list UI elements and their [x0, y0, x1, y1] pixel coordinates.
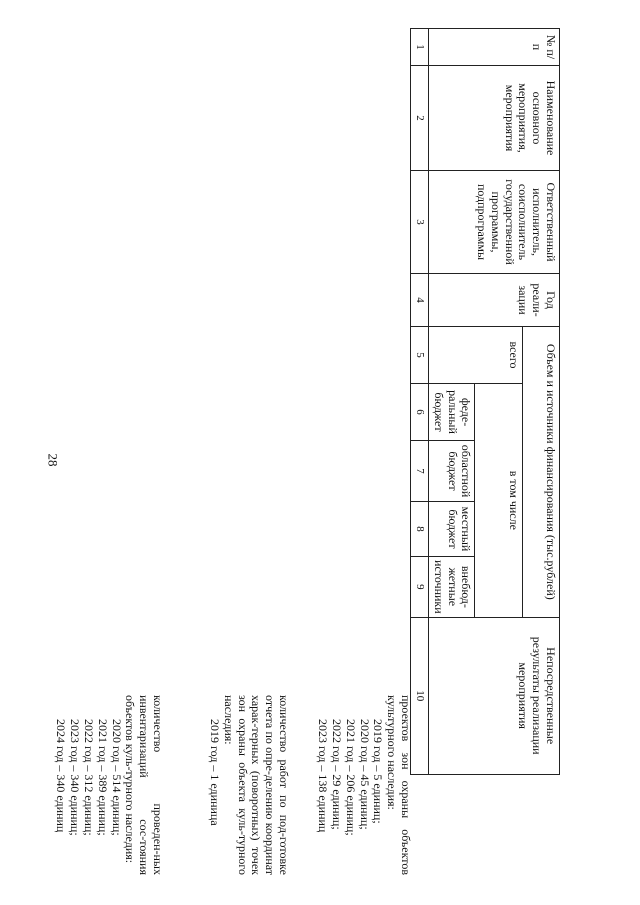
page-number: 28 — [45, 453, 61, 467]
index-cell: 5 — [411, 327, 429, 384]
header-num: № п/п — [429, 29, 560, 66]
result-year: 2020 год – 514 единиц; — [109, 719, 124, 836]
result-year: 2021 год – 389 единиц; — [95, 719, 110, 836]
result-year: 2022 год – 29 единиц; — [330, 719, 345, 830]
header-extra: внебюд-жетные источники — [429, 557, 475, 618]
result-column — [0, 28, 560, 873]
result-year: 2019 год – 5 единиц; — [371, 719, 386, 824]
header-including: в том числе — [475, 384, 523, 618]
index-cell: 3 — [411, 171, 429, 274]
header-result: Непосредственные результаты реализации мероприятия — [429, 617, 560, 774]
result-intro: количество проведен-ных инвентаризаций сос-тояния объектов куль-турного наследия: — [123, 695, 165, 875]
result-year: 2019 год – 1 единица — [208, 719, 223, 826]
header-year: Год реали-зации — [429, 274, 560, 327]
result-intro: проектов зон охраны объектов культурного наследия: — [385, 695, 413, 875]
result-year: 2021 год – 206 единиц; — [343, 719, 358, 836]
result-block-1 — [315, 695, 412, 875]
header-local: местный бюджет — [429, 502, 475, 557]
index-cell: 1 — [411, 29, 429, 66]
index-cell: 8 — [411, 502, 429, 557]
index-cell: 9 — [411, 557, 429, 618]
header-funding: Объем и источники финансирования (тыс.рублей) — [523, 327, 560, 618]
index-cell: 10 — [411, 617, 429, 774]
rotated-sheet — [0, 28, 560, 873]
result-year: 2022 год – 312 единиц; — [82, 719, 97, 836]
index-cell: 2 — [411, 66, 429, 171]
header-regional: областной бюджет — [429, 441, 475, 502]
result-block-2 — [207, 695, 290, 875]
index-cell: 6 — [411, 384, 429, 441]
header-name: Наименование основного мероприятия, мероприятия — [429, 66, 560, 171]
index-cell: 7 — [411, 441, 429, 502]
result-year: 2024 год – 340 единиц — [54, 719, 69, 833]
index-cell: 4 — [411, 274, 429, 327]
result-year: 2023 год – 138 единиц — [316, 719, 331, 833]
result-year: 2020 год – 45 единиц; — [357, 719, 372, 830]
result-year: 2023 год – 340 единиц; — [68, 719, 83, 836]
result-block-3 — [54, 695, 164, 875]
header-federal: феде-ральный бюджет — [429, 384, 475, 441]
result-intro: количество работ по под-готовке отчета по опре-делению координат харак-терных (поворотных) точек зон охраны объекта куль-турного наследия: — [221, 695, 291, 875]
header-executor: Ответственный исполнитель, соисполнитель государственной программы, подпрограммы — [429, 171, 560, 274]
header-total: всего — [429, 327, 523, 384]
